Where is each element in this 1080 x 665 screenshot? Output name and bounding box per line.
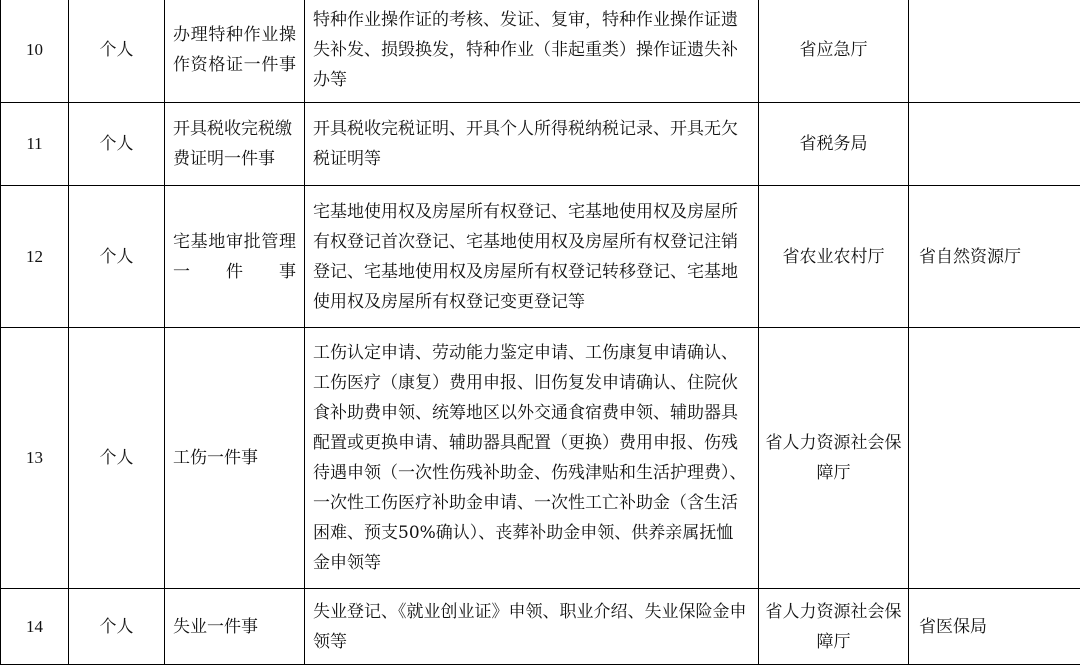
row-number: 11 — [1, 103, 69, 186]
row-number: 14 — [1, 589, 69, 665]
row-number: 13 — [1, 328, 69, 589]
service-description: 开具税收完税证明、开具个人所得税纳税记录、开具无欠税证明等 — [305, 103, 759, 186]
co-department: 省医保局 — [909, 589, 1080, 665]
co-department — [909, 0, 1080, 103]
table-row — [1, 589, 1080, 665]
table-row — [1, 103, 1080, 186]
applicant-type: 个人 — [69, 186, 165, 328]
lead-department: 省人力资源社会保障厅 — [759, 589, 909, 665]
applicant-type: 个人 — [69, 589, 165, 665]
lead-department: 省应急厅 — [759, 0, 909, 103]
table-row — [1, 0, 1080, 103]
service-description: 工伤认定申请、劳动能力鉴定申请、工伤康复申请确认、工伤医疗（康复）费用申报、旧伤复发申请确认、住院伙食补助费申领、统筹地区以外交通食宿费申领、辅助器具配置或更换申请、辅助器具配置（更换）费用申报、伤残待遇申领（一次性伤残补助金、伤残津贴和生活护理费）、一次性工伤医疗补助金申请、一次性工亡补助金（含生活困难、预支50%确认）、丧葬补助金申领、供养亲属抚恤金申领等 — [305, 328, 759, 589]
row-number: 12 — [1, 186, 69, 328]
service-name: 开具税收完税缴费证明一件事 — [165, 103, 305, 186]
service-description: 宅基地使用权及房屋所有权登记、宅基地使用权及房屋所有权登记首次登记、宅基地使用权及房屋所有权登记注销登记、宅基地使用权及房屋所有权登记转移登记、宅基地使用权及房屋所有权登记变更登记等 — [305, 186, 759, 328]
service-name: 办理特种作业操作资格证一件事 — [165, 0, 305, 103]
co-department — [909, 103, 1080, 186]
table-row — [1, 186, 1080, 328]
applicant-type: 个人 — [69, 0, 165, 103]
applicant-type: 个人 — [69, 103, 165, 186]
lead-department: 省人力资源社会保障厅 — [759, 328, 909, 589]
lead-department: 省农业农村厅 — [759, 186, 909, 328]
table-row — [1, 328, 1080, 589]
service-name: 工伤一件事 — [165, 328, 305, 589]
applicant-type: 个人 — [69, 328, 165, 589]
co-department — [909, 328, 1080, 589]
service-description: 失业登记、《就业创业证》申领、职业介绍、失业保险金申领等 — [305, 589, 759, 665]
service-name: 失业一件事 — [165, 589, 305, 665]
co-department: 省自然资源厅 — [909, 186, 1080, 328]
service-description: 特种作业操作证的考核、发证、复审，特种作业操作证遗失补发、损毁换发，特种作业（非起重类）操作证遗失补办等 — [305, 0, 759, 103]
service-name: 宅基地审批管理一件事 — [165, 186, 305, 328]
row-number: 10 — [1, 0, 69, 103]
lead-department: 省税务局 — [759, 103, 909, 186]
